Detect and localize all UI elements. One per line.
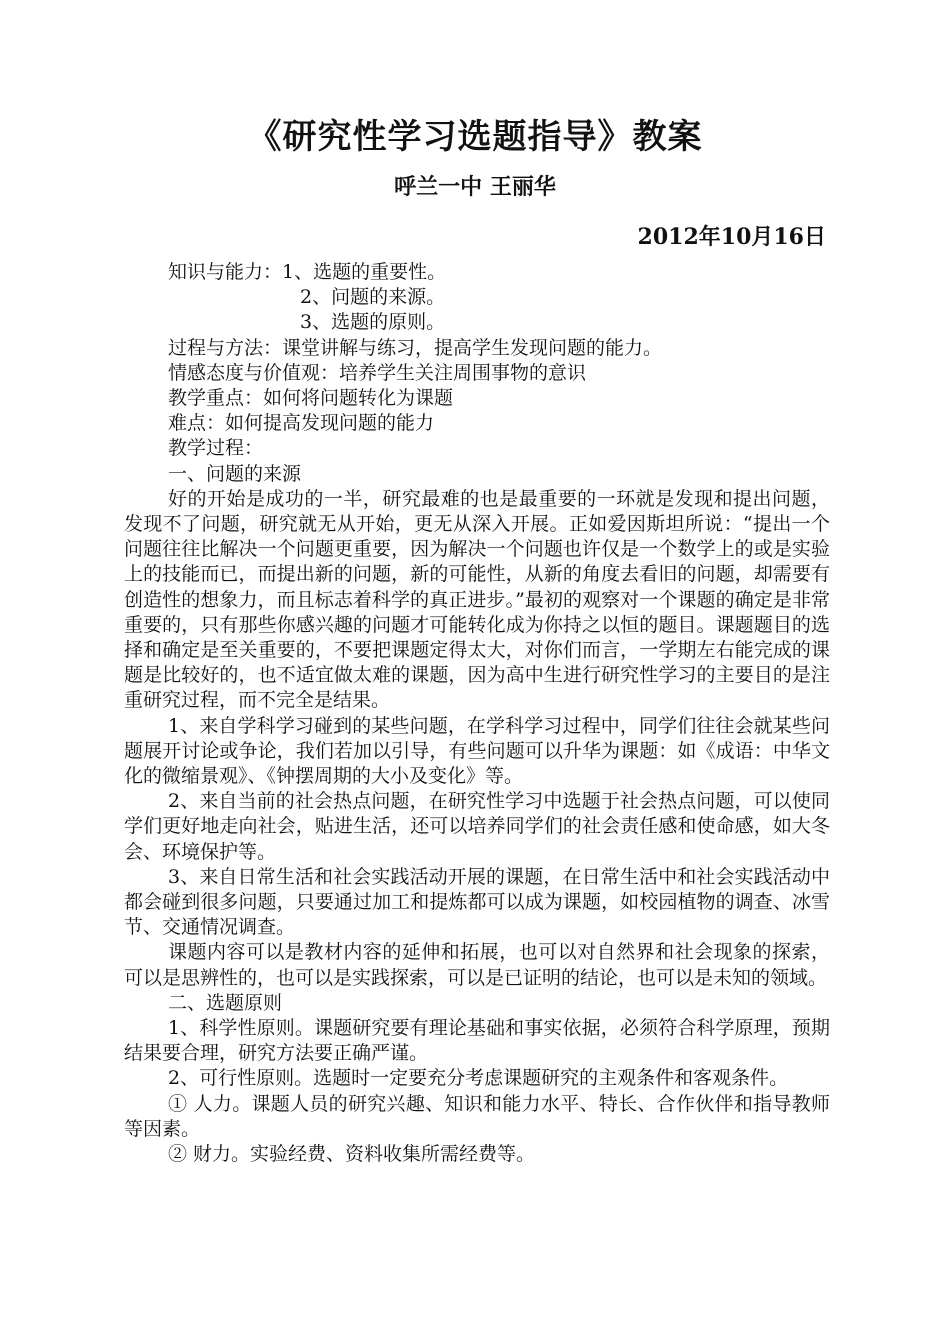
document-author: 呼兰一中 王丽华 [394, 174, 556, 200]
document-date: 2012年10月16日 [637, 224, 826, 250]
document-title: 《研究性学习选题指导》教案 [247, 117, 703, 157]
objective-knowledge-item-3: 3、选题的原则。 [300, 311, 446, 334]
objective-knowledge-item-2: 2、问题的来源。 [300, 286, 446, 309]
document-body [124, 260, 830, 1167]
difficulty: 难点：如何提高发现问题的能力 [168, 412, 435, 435]
key-point: 教学重点：如何将问题转化为课题 [168, 386, 454, 409]
paragraph-content: 课题内容可以是教材内容的延伸和拓展，也可以对自然界和社会现象的探索，可以是思辨性的，也可以是实践探索，可以是已证明的结论，也可以是未知的领域。 [124, 941, 830, 989]
paragraph-intro: 好的开始是成功的一半，研究最难的也是最重要的一环就是发现和提出问题，发现不了问题，研究就无从开始，更无从深入开展。正如爱因斯坦所说：“提出一个问题往往比解决一个问题更重要，因为解决一个问题也许仅是一个数学上的或是实验上的技能而已，而提出新的问题，新的可能性，从新的角度去看旧的问题，却需要有创造性的想象力，而且标志着科学的真正进步。”最初的观察对一个课题的确定是非常重要的，只有那些你感兴趣的问题才可能转化成为你持之以恒的题目。课题题目的选择和确定是至关重要的，不要把课题定得太大，对你们而言，一学期左右能完成的课题是比较好的，也不适宜做太难的课题，因为高中生进行研究性学习的主要目的是注重研究过程，而不完全是结果。 [124, 487, 830, 712]
paragraph-source-2: 2、来自当前的社会热点问题，在研究性学习中选题于社会热点问题，可以使同学们更好地走向社会，贴进生活，还可以培养同学们的社会责任感和使命感，如大冬会、环境保护等。 [124, 790, 830, 863]
objective-knowledge: 知识与能力：1、选题的重要性。 [168, 261, 447, 283]
paragraph-source-3: 3、来自日常生活和社会实践活动开展的课题，在日常生活中和社会实践活动中都会碰到很多问题，只要通过加工和提炼都可以成为课题，如校园植物的调查、冰雪节、交通情况调查。 [124, 865, 830, 939]
paragraph-principle-1: 1、科学性原则。课题研究要有理论基础和事实依据，必须符合科学原理，预期结果要合理，研究方法要正确严谨。 [124, 1016, 830, 1065]
paragraph-manpower: ① 人力。课题人员的研究兴趣、知识和能力水平、特长、合作伙伴和指导教师等因素。 [124, 1092, 830, 1140]
paragraph-source-1: 1、来自学科学习碰到的某些问题，在学科学习过程中，同学们往往会就某些问题展开讨论或争论，我们若加以引导，有些问题可以升华为课题：如《成语：中华文化的微缩景观》、《钟摆周期的大小及变化》等。 [124, 714, 830, 787]
section-heading-1: 一、问题的来源 [168, 462, 302, 485]
objective-process: 过程与方法：课堂讲解与练习，提高学生发现问题的能力。 [168, 336, 663, 359]
objective-emotion: 情感态度与价值观：培养学生关注周围事物的意识 [168, 361, 587, 384]
process-heading: 教学过程： [168, 437, 264, 460]
paragraph-finance: ② 财力。实验经费、资料收集所需经费等。 [168, 1142, 536, 1165]
paragraph-principle-2: 2、可行性原则。选题时一定要充分考虑课题研究的主观条件和客观条件。 [168, 1067, 789, 1090]
section-heading-2: 二、选题原则 [168, 991, 283, 1014]
